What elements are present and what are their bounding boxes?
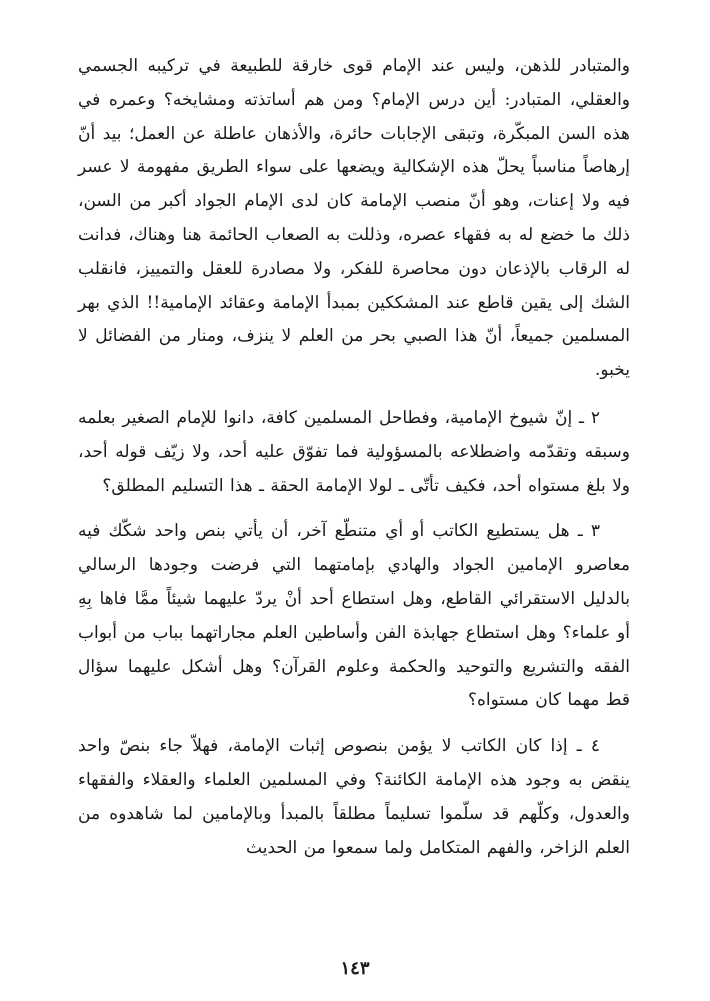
- paragraph-4: ٤ ـ إذا كان الكاتب لا يؤمن بنصوص إثبات الإمامة، فهلاّ جاء بنصّ واحد ينقض به وجود هذه الإمامة الكائنة؟ وفي المسلمين العلماء والعقلاء والفقهاء والعدول، وكلّهم قد سلّموا تسليماً مطلقاً بالمبدأ وبالإمامين لما شاهدوه من العلم الزاخر، والفهم المتكامل ولما سمعوا من الحديث: [78, 736, 630, 858]
- page-number: ١٤٣: [340, 958, 370, 979]
- paragraph-spacer: [78, 503, 630, 515]
- paragraph-1: والمتبادر للذهن، وليس عند الإمام قوى خارقة للطبيعة في تركيبه الجسمي والعقلي، المتبادر: أين درس الإمام؟ ومن هم أساتذته ومشايخه؟ وعمره في هذه السن المبكّرة، وتبقى الإجابات حائرة، والأذهان عاطلة عن العمل؛ بيد أنّ إرهاصاً مناسباً يحلّ هذه الإشكالية ويضعها على سواء الطريق مفهومة لا عسر فيه ولا إعنات، وهو أنّ منصب الإمامة كان لدى الإمام الجواد أكبر من السن، ذلك ما خضع له به فقهاء عصره، وذللت به الصعاب الحائمة هنا وهناك، فدانت له الرقاب بالإذعان دون محاصرة للفكر، ولا مصادرة للعقل والتمييز، فانقلب الشك إلى يقين قاطع عند المشككين بمبدأ الإمامة وعقائد الإمامية!! الذي بهر المسلمين جميعاً، أنّ هذا الصبي بحر من العلم لا ينزف، ومنار من الفضائل لا يخبو.: [78, 56, 630, 381]
- paragraph-spacer: [78, 718, 630, 730]
- paragraph-spacer: [78, 388, 630, 402]
- paragraph-2: ٢ ـ إنّ شيوخ الإمامية، وفطاحل المسلمين كافة، دانوا للإمام الصغير بعلمه وسبقه وتقدّمه واضطلاعه بالمسؤولية فما تفوّق عليه أحد، ولا زيّف قوله أحد، ولا بلغ مستواه أحد، فكيف تأتّى ـ لولا الإمامة الحقة ـ هذا التسليم المطلق؟: [78, 407, 630, 496]
- paragraph-3: ٣ ـ هل يستطيع الكاتب أو أي متنطّع آخر، أن يأتي بنص واحد شكّك فيه معاصرو الإمامين الجواد والهادي بإمامتهما التي فرضت وجودها الرسالي بالدليل الاستقرائي القاطع، وهل استطاع أحد أنْ يردّ عليهما شيئاً ممَّا فاها بِهِ أو علماء؟ وهل استطاع جهابذة الفن وأساطين العلم مجاراتهما بباب من أبواب الفقه والتشريع والتوحيد والحكمة وعلوم القرآن؟ وهل أشكل عليهما سؤال قط مهما كان مستواه؟: [78, 521, 630, 711]
